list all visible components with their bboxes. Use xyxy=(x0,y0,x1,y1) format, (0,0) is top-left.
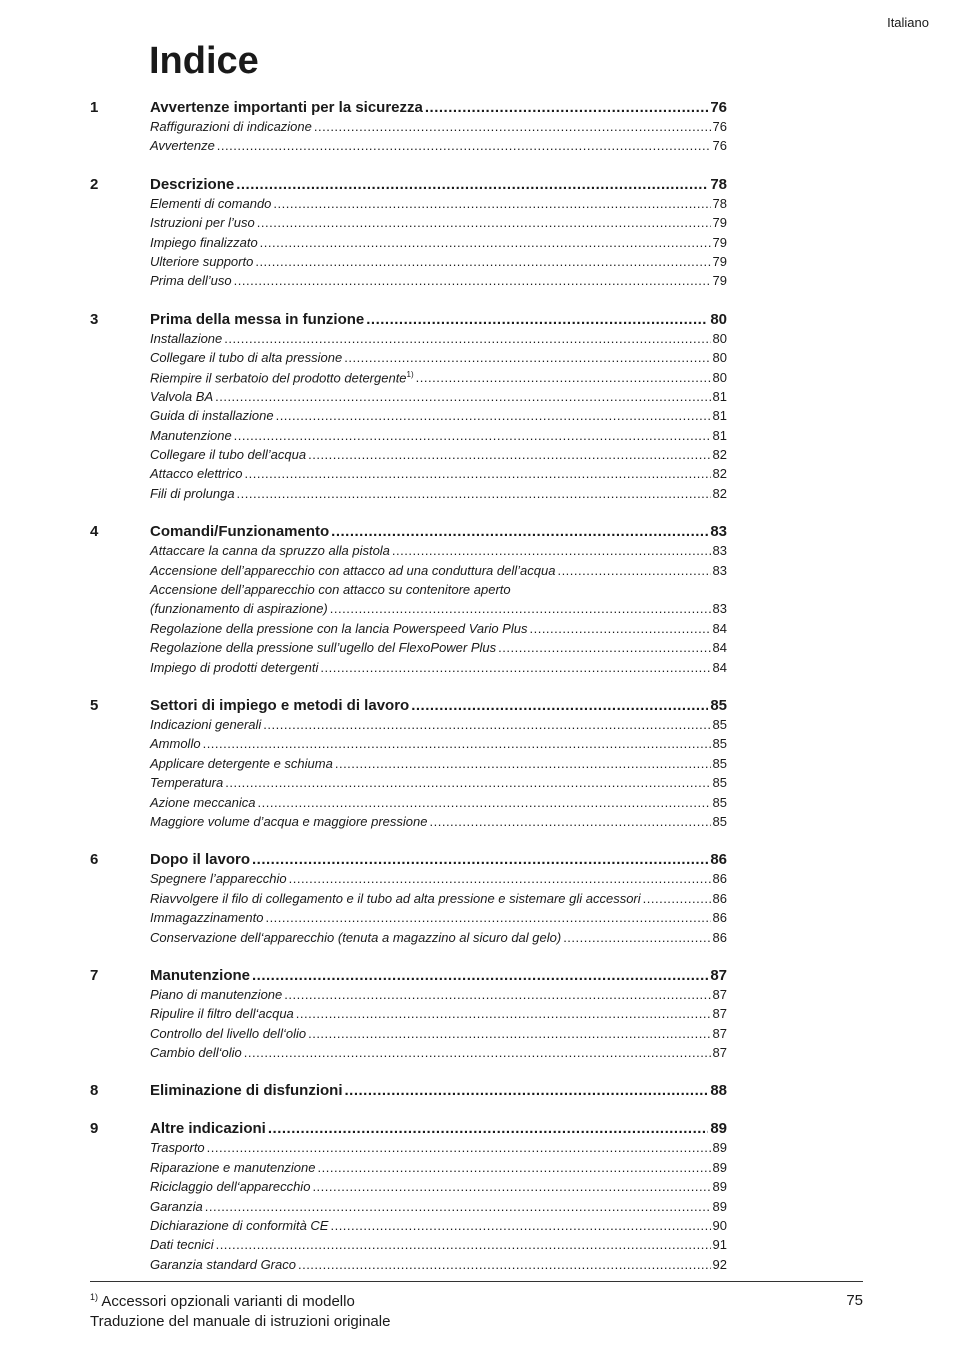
entry-text: Maggiore volume d’acqua e maggiore pressione xyxy=(150,813,428,829)
entry-title xyxy=(90,1218,328,1233)
dot-leader xyxy=(273,196,710,211)
dot-leader xyxy=(330,601,711,616)
dot-leader xyxy=(331,523,708,540)
section-number: 8 xyxy=(90,1082,99,1100)
entry-page: 91 xyxy=(712,1237,727,1253)
entry-title xyxy=(90,389,213,404)
dot-leader xyxy=(314,119,711,134)
dot-leader xyxy=(296,1006,711,1021)
dot-leader xyxy=(265,910,710,925)
entry-title xyxy=(90,1257,296,1272)
toc-entry[interactable] xyxy=(90,331,727,350)
section-number: 5 xyxy=(90,696,99,714)
toc-entry[interactable] xyxy=(90,273,727,292)
entry-page: 79 xyxy=(712,215,727,231)
entry-page: 80 xyxy=(712,350,727,366)
entry-text: Fili di prolunga xyxy=(150,485,235,501)
entry-text: Manutenzione xyxy=(150,427,232,443)
entry-page: 85 xyxy=(712,716,727,732)
footnote-reference: 1) xyxy=(406,369,414,379)
dot-leader xyxy=(643,891,711,906)
entry-text: Riciclaggio dell‘apparecchio xyxy=(150,1179,311,1195)
entry-title xyxy=(90,871,287,886)
entry-text: Collegare il tubo dell’acqua xyxy=(150,447,307,463)
language-label: Italiano xyxy=(887,15,929,30)
toc-entry[interactable] xyxy=(90,389,727,408)
entry-page: 81 xyxy=(712,388,727,404)
section-number: 2 xyxy=(90,175,99,193)
entry-page: 83 xyxy=(712,601,727,617)
toc-entry[interactable] xyxy=(90,930,727,949)
section-page: 87 xyxy=(710,966,727,984)
entry-text: Ammollo xyxy=(150,736,201,752)
section-number: 9 xyxy=(90,1120,99,1138)
entry-text: Attacco elettrico xyxy=(150,466,243,482)
dot-leader xyxy=(298,1257,711,1272)
toc-entry[interactable] xyxy=(90,621,727,640)
dot-leader xyxy=(335,756,711,771)
section-page: 89 xyxy=(710,1120,727,1138)
entry-page: 92 xyxy=(712,1256,727,1272)
toc-section-heading[interactable] xyxy=(90,851,727,871)
toc-section-heading[interactable] xyxy=(90,1082,727,1102)
dot-leader xyxy=(392,543,711,558)
toc-section-heading[interactable] xyxy=(90,967,727,987)
toc-entry[interactable] xyxy=(90,119,727,138)
dot-leader xyxy=(216,1237,711,1252)
entry-title xyxy=(90,814,428,829)
entry-title xyxy=(90,640,496,655)
entry-page: 82 xyxy=(712,485,727,501)
entry-text: Riavvolgere il filo di collegamento e il tubo ad alta pressione e sistemare gli accessori xyxy=(150,890,641,906)
entry-title xyxy=(90,486,235,501)
footnote-text: Accessori opzionali varianti di modello xyxy=(101,1293,355,1310)
entry-title xyxy=(90,428,232,443)
dot-leader xyxy=(225,775,710,790)
section-number: 3 xyxy=(90,310,99,328)
dot-leader xyxy=(255,254,710,269)
toc-section xyxy=(90,697,727,833)
entry-page: 86 xyxy=(712,871,727,887)
toc-entry[interactable] xyxy=(90,196,727,215)
dot-leader xyxy=(320,660,710,675)
entry-text: Spegnere l’apparecchio xyxy=(150,871,287,887)
dot-leader xyxy=(276,408,711,423)
section-page: 80 xyxy=(710,310,727,328)
dot-leader xyxy=(207,1140,711,1155)
toc-entry[interactable] xyxy=(90,736,727,755)
entry-page: 86 xyxy=(712,929,727,945)
section-title: Settori di impiego e metodi di lavoro xyxy=(150,696,410,714)
entry-title xyxy=(90,1237,214,1252)
entry-title xyxy=(90,1140,205,1155)
section-page: 88 xyxy=(710,1082,727,1100)
toc-section-heading[interactable] xyxy=(90,523,727,543)
entry-page: 87 xyxy=(712,1006,727,1022)
toc-entry[interactable] xyxy=(90,601,727,620)
dot-leader xyxy=(245,466,711,481)
toc-entry[interactable] xyxy=(90,138,727,157)
footer-divider xyxy=(90,1281,863,1282)
dot-leader xyxy=(308,1026,710,1041)
toc-entry[interactable] xyxy=(90,447,727,466)
toc-entry[interactable] xyxy=(90,814,727,833)
section-page: 78 xyxy=(710,175,727,193)
entry-title xyxy=(90,1199,203,1214)
toc-entry[interactable] xyxy=(90,563,727,582)
entry-page: 86 xyxy=(712,910,727,926)
dot-leader xyxy=(498,640,710,655)
section-title: Manutenzione xyxy=(150,966,250,984)
section-page: 86 xyxy=(710,851,727,869)
entry-title xyxy=(90,660,318,675)
dot-leader xyxy=(366,311,708,328)
entry-title xyxy=(90,1160,316,1175)
toc-section-heading[interactable] xyxy=(90,99,727,119)
entry-page: 87 xyxy=(712,986,727,1002)
page-number: 75 xyxy=(846,1292,863,1309)
entry-text: Ulteriore supporto xyxy=(150,253,254,269)
toc-entry[interactable] xyxy=(90,428,727,447)
toc-entry[interactable] xyxy=(90,254,727,273)
dot-leader xyxy=(217,138,711,153)
entry-page: 85 xyxy=(712,813,727,829)
entry-text: Temperatura xyxy=(150,775,224,791)
dot-leader xyxy=(234,428,711,443)
dot-leader xyxy=(411,697,708,714)
entry-text: Ripulire il filtro dell‘acqua xyxy=(150,1006,294,1022)
toc-entry[interactable] xyxy=(90,640,727,659)
toc-entry[interactable] xyxy=(90,215,727,234)
toc-section xyxy=(90,176,727,293)
entry-title xyxy=(90,621,527,636)
entry-text: Regolazione della pressione sull’ugello del FlexoPower Plus xyxy=(150,640,497,656)
entry-title xyxy=(90,235,258,250)
entry-text: Impiego di prodotti detergenti xyxy=(150,659,319,675)
section-title: Prima della messa in funzione xyxy=(150,310,365,328)
dot-leader xyxy=(224,331,710,346)
dot-leader xyxy=(263,717,710,732)
dot-leader xyxy=(252,967,708,984)
entry-page: 86 xyxy=(712,890,727,906)
toc-entry[interactable] xyxy=(90,1257,727,1276)
page-title: Indice xyxy=(149,40,259,82)
dot-leader xyxy=(234,273,711,288)
dot-leader xyxy=(344,350,710,365)
toc-entry[interactable] xyxy=(90,582,727,601)
entry-page: 89 xyxy=(712,1159,727,1175)
entry-title xyxy=(90,775,223,790)
entry-title xyxy=(90,466,243,481)
dot-leader xyxy=(430,814,711,829)
toc-entry[interactable] xyxy=(90,486,727,505)
toc-entry[interactable] xyxy=(90,871,727,890)
toc-section-heading[interactable] xyxy=(90,311,727,331)
toc-entry[interactable] xyxy=(90,1160,727,1179)
toc-section xyxy=(90,851,727,949)
entry-page: 89 xyxy=(712,1140,727,1156)
toc-entry[interactable] xyxy=(90,1199,727,1218)
entry-title xyxy=(90,756,333,771)
entry-text: Riparazione e manutenzione xyxy=(150,1159,316,1175)
entry-title xyxy=(90,795,256,810)
entry-text: Garanzia xyxy=(150,1198,203,1214)
entry-title xyxy=(90,1045,242,1060)
dot-leader xyxy=(557,563,710,578)
entry-text: Dichiarazione di conformità CE xyxy=(150,1218,329,1234)
entry-page: 78 xyxy=(712,195,727,211)
entry-text: Regolazione della pressione con la lancia Powerspeed Vario Plus xyxy=(150,620,528,636)
toc-entry[interactable] xyxy=(90,795,727,814)
entry-page: 79 xyxy=(712,234,727,250)
section-number: 7 xyxy=(90,966,99,984)
section-title: Avvertenze importanti per la sicurezza xyxy=(150,99,423,116)
entry-page: 76 xyxy=(712,138,727,154)
dot-leader xyxy=(284,987,710,1002)
dot-leader xyxy=(257,215,711,230)
toc-section xyxy=(90,99,727,158)
entry-page: 87 xyxy=(712,1025,727,1041)
toc-section xyxy=(90,523,727,679)
section-title: Dopo il lavoro xyxy=(150,851,251,869)
entry-page: 79 xyxy=(712,253,727,269)
entry-text: Prima dell’uso xyxy=(150,273,232,289)
entry-page: 83 xyxy=(712,562,727,578)
entry-text: Cambio dell‘olio xyxy=(150,1045,242,1061)
entry-text: Collegare il tubo di alta pressione xyxy=(150,350,343,366)
entry-page: 85 xyxy=(712,794,727,810)
entry-text: Accensione dell’apparecchio con attacco ad una conduttura dell’acqua xyxy=(150,562,556,578)
footer-subtitle: Traduzione del manuale di istruzioni originale xyxy=(90,1313,391,1330)
entry-page: 84 xyxy=(712,620,727,636)
entry-title xyxy=(90,350,342,365)
entry-title xyxy=(90,370,414,385)
entry-title xyxy=(90,930,561,945)
entry-title xyxy=(90,601,328,616)
entry-page: 85 xyxy=(712,736,727,752)
dot-leader xyxy=(425,99,708,116)
entry-page: 79 xyxy=(712,273,727,289)
entry-page: 83 xyxy=(712,543,727,559)
section-title: Descrizione xyxy=(150,175,235,193)
toc-section xyxy=(90,1082,727,1102)
entry-text: Trasporto xyxy=(150,1140,205,1156)
entry-text: Istruzioni per l’uso xyxy=(150,215,255,231)
dot-leader xyxy=(244,1045,711,1060)
entry-text: Accensione dell’apparecchio con attacco su contenitore aperto xyxy=(150,582,511,598)
toc-entry[interactable] xyxy=(90,1045,727,1064)
toc-entry[interactable] xyxy=(90,910,727,929)
entry-text: Attaccare la canna da spruzzo alla pistola xyxy=(150,543,390,559)
entry-text: Azione meccanica xyxy=(150,794,256,810)
footnote-mark: 1) xyxy=(90,1292,99,1302)
entry-page: 80 xyxy=(712,369,727,385)
entry-title xyxy=(90,543,390,558)
dot-leader xyxy=(330,1218,710,1233)
toc-entry[interactable] xyxy=(90,775,727,794)
toc-entry[interactable] xyxy=(90,1140,727,1159)
toc-section xyxy=(90,967,727,1065)
toc-entry[interactable] xyxy=(90,1006,727,1025)
entry-page: 84 xyxy=(712,640,727,656)
section-page: 76 xyxy=(710,99,727,116)
toc-section xyxy=(90,1120,727,1276)
entry-text: Impiego finalizzato xyxy=(150,234,258,250)
entry-page: 81 xyxy=(712,408,727,424)
section-number: 6 xyxy=(90,851,99,869)
entry-text: Guida di installazione xyxy=(150,408,274,424)
entry-text: Garanzia standard Graco xyxy=(150,1256,296,1272)
dot-leader xyxy=(529,621,710,636)
dot-leader xyxy=(345,1082,709,1099)
dot-leader xyxy=(312,1179,710,1194)
toc-entry[interactable] xyxy=(90,543,727,562)
entry-title xyxy=(90,891,641,906)
toc-entry[interactable] xyxy=(90,717,727,736)
entry-page: 80 xyxy=(712,330,727,346)
entry-title xyxy=(90,408,274,423)
entry-title xyxy=(90,138,215,153)
dot-leader xyxy=(236,176,708,193)
dot-leader xyxy=(416,370,711,385)
entry-title xyxy=(90,331,222,346)
dot-leader xyxy=(203,736,711,751)
toc-entry[interactable] xyxy=(90,1026,727,1045)
toc-section-heading[interactable] xyxy=(90,1120,727,1140)
entry-page: 76 xyxy=(712,119,727,134)
entry-page: 81 xyxy=(712,427,727,443)
entry-title xyxy=(90,717,261,732)
dot-leader xyxy=(268,1120,708,1137)
toc-entry[interactable] xyxy=(90,408,727,427)
section-page: 83 xyxy=(710,523,727,541)
dot-leader xyxy=(252,851,708,868)
dot-leader xyxy=(318,1160,711,1175)
entry-page: 90 xyxy=(712,1218,727,1234)
dot-leader xyxy=(205,1199,711,1214)
entry-title xyxy=(90,447,306,462)
entry-page: 82 xyxy=(712,447,727,463)
toc-entry[interactable] xyxy=(90,235,727,254)
dot-leader xyxy=(289,871,711,886)
toc-entry[interactable] xyxy=(90,660,727,679)
section-title: Eliminazione di disfunzioni xyxy=(150,1082,343,1100)
table-of-contents xyxy=(90,99,727,1294)
entry-title xyxy=(90,910,263,925)
section-title: Altre indicazioni xyxy=(150,1120,266,1138)
toc-entry[interactable] xyxy=(90,370,727,389)
entry-page: 87 xyxy=(712,1045,727,1061)
entry-text: Dati tecnici xyxy=(150,1237,214,1253)
toc-entry[interactable] xyxy=(90,1237,727,1256)
toc-entry[interactable] xyxy=(90,1218,727,1237)
entry-title xyxy=(90,215,255,230)
entry-text: Elementi di comando xyxy=(150,195,272,211)
entry-text: Applicare detergente e schiuma xyxy=(150,755,333,771)
dot-leader xyxy=(237,486,711,501)
entry-page: 85 xyxy=(712,755,727,771)
entry-page: 85 xyxy=(712,775,727,791)
toc-entry[interactable] xyxy=(90,987,727,1006)
entry-text: Avvertenze xyxy=(150,138,215,154)
section-number: 4 xyxy=(90,523,99,541)
entry-text: Piano di manutenzione xyxy=(150,986,283,1002)
entry-text: Controllo del livello dell‘olio xyxy=(150,1025,307,1041)
entry-text: Indicazioni generali xyxy=(150,716,262,732)
entry-page: 89 xyxy=(712,1179,727,1195)
section-page: 85 xyxy=(710,696,727,714)
dot-leader xyxy=(308,447,710,462)
dot-leader xyxy=(258,795,711,810)
dot-leader xyxy=(215,389,710,404)
entry-title xyxy=(90,736,201,751)
section-number: 1 xyxy=(90,99,99,116)
footnote xyxy=(90,1292,355,1310)
entry-text: Conservazione dell‘apparecchio (tenuta a magazzino al sicuro dal gelo) xyxy=(150,929,562,945)
entry-title xyxy=(90,987,282,1002)
toc-section xyxy=(90,311,727,506)
toc-entry[interactable] xyxy=(90,756,727,775)
entry-title xyxy=(90,563,555,578)
entry-title xyxy=(90,273,232,288)
dot-leader xyxy=(563,930,710,945)
entry-title xyxy=(90,119,312,134)
entry-page: 89 xyxy=(712,1198,727,1214)
toc-entry[interactable] xyxy=(90,891,727,910)
toc-entry[interactable] xyxy=(90,1179,727,1198)
entry-title xyxy=(90,254,253,269)
entry-page: 84 xyxy=(712,659,727,675)
entry-text: Immagazzinamento xyxy=(150,910,264,926)
entry-title xyxy=(90,196,271,211)
dot-leader xyxy=(260,235,711,250)
section-title: Comandi/Funzionamento xyxy=(150,523,330,541)
entry-title xyxy=(90,1026,306,1041)
entry-text: Raffigurazioni di indicazione xyxy=(150,119,312,134)
entry-text: Installazione xyxy=(150,330,223,346)
entry-title xyxy=(90,1006,294,1021)
entry-text: (funzionamento di aspirazione) xyxy=(150,601,328,617)
entry-text: Riempire il serbatoio del prodotto detergente xyxy=(150,369,407,385)
entry-title xyxy=(90,1179,310,1194)
entry-title xyxy=(90,582,511,597)
toc-entry[interactable] xyxy=(90,466,727,485)
toc-section-heading[interactable] xyxy=(90,697,727,717)
entry-text: Valvola BA xyxy=(150,388,214,404)
toc-entry[interactable] xyxy=(90,350,727,369)
toc-section-heading[interactable] xyxy=(90,176,727,196)
entry-page: 82 xyxy=(712,466,727,482)
